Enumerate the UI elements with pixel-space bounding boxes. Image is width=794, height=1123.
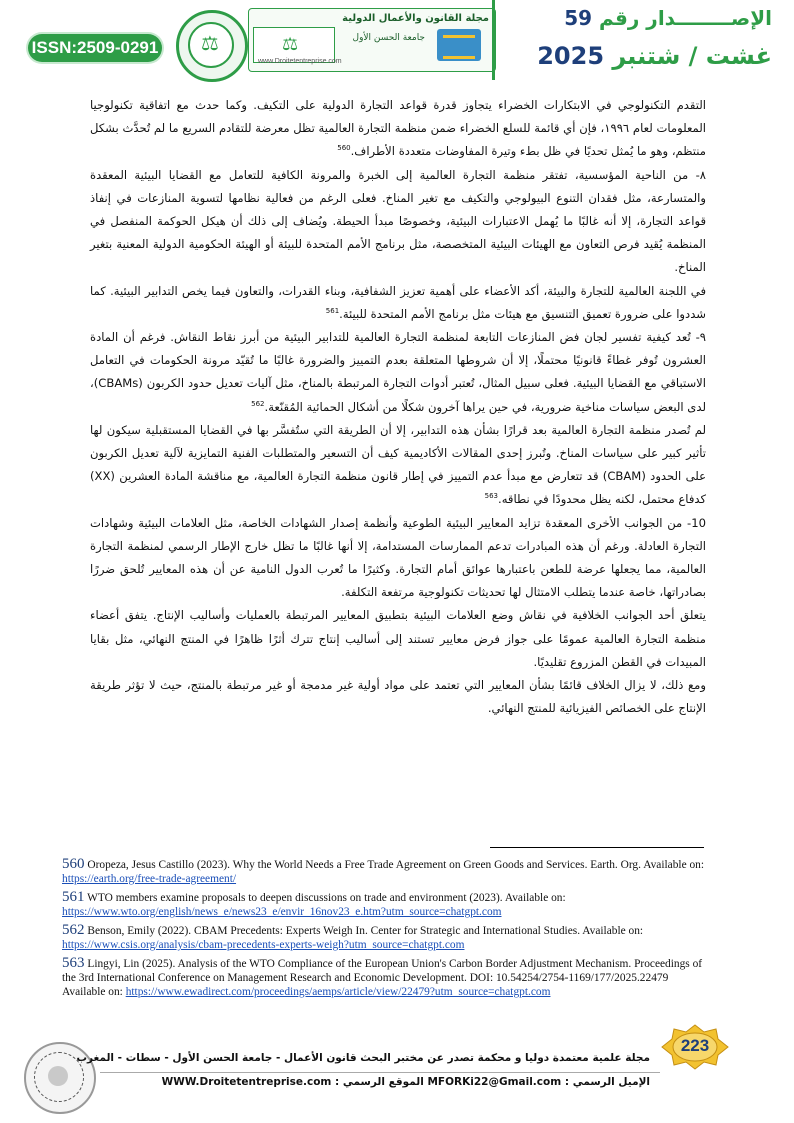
issue-months: غشت / شتنبر <box>612 42 772 70</box>
footnote-text: WTO members examine proposals to deepen discussions on trade and environment (2023). Available on: <box>87 892 566 904</box>
footnote-ref[interactable]: 563 <box>484 492 499 501</box>
article-body <box>90 94 706 720</box>
journal-seal-logo <box>176 10 248 82</box>
paragraph: يتعلق أحد الجوانب الخلافية في نقاش وضع العلامات البيئية بتطبيق المعايير المرتبطة بالعمليات وأساليب الإنتاج. يتفق أعضاء منظمة التجارة العالمية عمومًا على جواز فرض معايير تستند إلى أساليب إنتاج تترك أثرًا ظاهرًا في المنتج النهائي، مثل بقايا المبيدات في القطن المزروع تقليديًا. <box>90 608 706 669</box>
footer-journal-line: مجلة علمية معتمدة دوليا و محكمة تصدر عن مختبر البحث قانون الأعمال - جامعة الحسن الأول - سطات - المغرب <box>76 1052 650 1064</box>
footnote-link[interactable]: https://www.ewadirect.com/proceedings/aemps/article/view/22479?utm_source=chatgpt.com <box>125 986 551 998</box>
footer-contact-line: الإميل الرسمي : MFORKi22@Gmail.com الموقع الرسمي : WWW.Droitetentreprise.com <box>161 1076 650 1088</box>
scales-of-justice-icon: ⚖ <box>201 31 219 55</box>
issue-label <box>564 6 772 30</box>
footnote-number: 562 <box>62 922 85 938</box>
footnote-link[interactable]: https://www.wto.org/english/news_e/news23_e/envir_16nov23_e.htm?utm_source=chatgpt.com <box>62 906 502 918</box>
footnote-number: 560 <box>62 856 85 872</box>
issue-prefix: الإصــــــــدار رقم <box>599 6 772 30</box>
paragraph: ٩- تُعد كيفية تفسير لجان فض المنازعات التابعة لمنظمة التجارة العالمية للتدابير البيئية من أبرز نقاط النقاش. فرغم أن المادة العشرون تُوفر غطاءً قانونيًا محتملًا، إلا أن شروطها المتعلقة بعدم التمييز والضرورة غالبًا ما تُقيّد مرونة الحكومات في التعامل الاستباقي مع القضايا البيئية. فعلى سبيل المثال، تُعتبر أدوات التجارة المرتبطة بالمناخ، مثل آليات تعديل حدود الكربون (CBAMs)، لدى البعض سياسات مناخية ضرورية، في حين يراها آخرون شكلًا من أشكال الحمائية المُقنّعة.$^{562}$ <box>90 330 706 414</box>
footnote-text: Lingyi, Lin (2025). Analysis of the WTO Compliance of the European Union's Carbon Border Adjustment Mechanism. Proceedings of the 3rd International Conference on Management Research and Economic Development. DOI: 10.54254/2754-1169/177/2025.22479 Available on: <box>62 958 703 998</box>
page-number-badge <box>660 1024 730 1070</box>
footnote-text: Benson, Emily (2022). CBAM Precedents: Experts Weigh In. Center for Strategic and International Studies. Available on: <box>87 925 644 937</box>
footnote-ref[interactable]: 561 <box>325 306 340 315</box>
footnote-link[interactable]: https://www.csis.org/analysis/cbam-precedents-experts-weigh?utm_source=chatgpt.com <box>62 939 465 951</box>
footer-divider <box>100 1072 660 1073</box>
paragraph: ٨- من الناحية المؤسسية، تفتقر منظمة التجارة العالمية إلى الخبرة والمرونة الكافية للتعامل مع القضايا البيئية المعقدة والمتسارعة، مثل فقدان التنوع البيولوجي والتكيف مع تغير المناخ. فعلى الرغم من فعالية نظامها لتسوية المنازعات في إنفاذ قواعد التجارة، إلا أنه غالبًا ما يُهمل الاعتبارات البيئية، وخصوصًا مبدأ الحيطة. ويُضاف إلى ذلك أن هيكل الحوكمة المنفصل في المنظمة يُقيد فرص التعاون مع الهيئات البيئية المتخصصة، مثل برنامج الأمم المتحدة للبيئة أو الهيئة الحكومية الدولية المعنية بتغير المناخ. <box>90 167 706 275</box>
bookshelf-icon <box>437 29 481 61</box>
footnote-separator <box>490 847 704 848</box>
banner-university: جامعة الحسن الأول <box>352 33 425 43</box>
paragraph: التقدم التكنولوجي في الابتكارات الخضراء يتجاوز قدرة قواعد التجارة الدولية على التكيف. وكما حدث مع اتفاقية تكنولوجيا المعلومات لعام ١٩٩٦، فإن أي قائمة للسلع الخضراء ضمن منظمة التجارة العالمية تظل معرضة للتقادم السريع ما لم تُحدَّث بشكل منتظم، وهو ما يُمثل تحديًا في ظل بطء وتيرة المفاوضات متعددة الأطراف.$^{560}$ <box>90 98 706 159</box>
footnote-text: Oropeza, Jesus Castillo (2023). Why the World Needs a Free Trade Agreement on Green Goods and Services. Earth. Org. Available on: <box>87 859 705 871</box>
seal-center <box>48 1066 68 1086</box>
paragraph: لم تُصدر منظمة التجارة العالمية بعد قرارًا بشأن هذه التدابير، إلا أن الطريقة التي ستُفسَّر بها في القضايا المستقبلية سيكون لها تأثير كبير على سياسات المناخ. وتُبرز إحدى المقالات الأكاديمية كيف أن التسعير والمتطلبات الفنية التمايزية لآلية تعديل الكربون على الحدود (CBAM) قد تتعارض مع مبدأ عدم التمييز في إطار قانون منظمة التجارة العالمية، مع مناقشة المادة العشرين (XX) كدفاع محتمل، لكنه يظل محدودًا في نطاقه.$^{563}$ <box>90 422 706 507</box>
scales-icon: ⚖ <box>282 34 299 55</box>
issue-date <box>537 42 772 70</box>
issue-year: 2025 <box>537 42 605 70</box>
paragraph: 10- من الجوانب الأخرى المعقدة تزايد المعايير البيئية الطوعية وأنظمة إصدار الشهادات الخاصة، مثل العلامات البيئية وشهادات التجارة العادلة. ورغم أن هذه المبادرات تدعم الممارسات المستدامة، إلا أنها غالبًا ما تظل خارج الإطار الرسمي لمنظمة التجارة العالمية، مما يجعلها عرضة للطعن باعتبارها عوائق أمام التجارة. وكثيرًا ما تُعرب الدول النامية عن أن هذه المعايير تُلحق ضررًا بصادراتها، خاصة عندما يتطلب الامتثال لها تحديثات تكنولوجية مرتفعة التكلفة. <box>90 515 706 600</box>
header-divider <box>492 0 505 80</box>
footnote-number: 563 <box>62 955 85 971</box>
page-number: 223 <box>680 1036 710 1055</box>
footnote <box>62 923 712 952</box>
footnote <box>62 956 712 999</box>
footnote <box>62 890 712 919</box>
banner-title: مجلة القانون والأعمال الدولية <box>342 13 489 24</box>
footnote-link[interactable]: https://earth.org/free-trade-agreement/ <box>62 873 237 885</box>
issn-badge: ISSN:2509-0291 <box>28 34 162 62</box>
issue-number: 59 <box>564 6 593 30</box>
footnote-ref[interactable]: 560 <box>337 144 351 153</box>
footnote-number: 561 <box>62 889 85 905</box>
footnote <box>62 857 712 886</box>
banner-site: www.Droitetentreprise.com <box>258 58 342 65</box>
paragraph: في اللجنة العالمية للتجارة والبيئة، أكد الأعضاء على أهمية تعزيز الشفافية، وبناء القدرات، والتعاون فيما يخص التدابير البيئية. كما شددوا على ضرورة تعميق التنسيق مع هيئات مثل برنامج الأمم المتحدة للبيئة.$^{561}$ <box>90 283 706 321</box>
footnotes <box>62 857 712 1003</box>
footnote-ref[interactable]: 562 <box>251 399 265 408</box>
paragraph: ومع ذلك، لا يزال الخلاف قائمًا بشأن المعايير التي تعتمد على مواد أولية غير مدمجة أو غير مرتبطة بالمنتج، حيث لا تؤثر طريقة الإنتاج على الخصائص الفيزيائية للمنتج النهائي. <box>90 678 706 716</box>
